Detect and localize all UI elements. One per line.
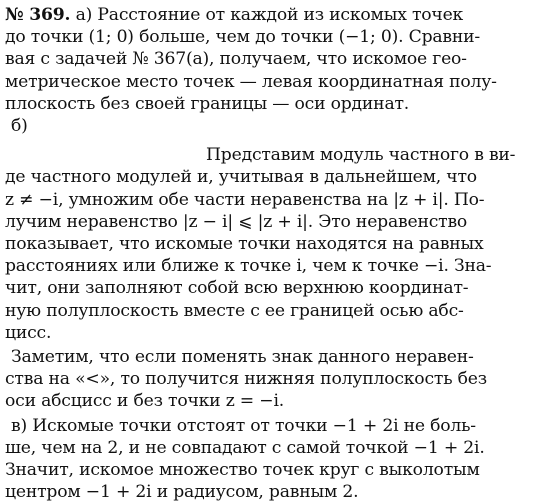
text-line-9: z ≠ −i, умножим обе части неравенства на |z + i|. По-: [5, 189, 485, 210]
text-line-22: центром −1 + 2i и радиусом, равным 2.: [5, 482, 359, 503]
text-line-2: до точки (1; 0) больше, чем до точки (−1; 0). Сравни-: [5, 27, 481, 48]
text-line-13: чит, они заполняют собой всю верхнюю координат-: [5, 278, 469, 299]
text-line-20: ше, чем на 2, и не совпадают с самой точкой −1 + 2i.: [5, 437, 485, 458]
text-line-4: метрическое место точек — левая координатная полу-: [5, 71, 497, 92]
text-line-10: лучим неравенство |z − i| ⩽ |z + i|. Это неравенство: [5, 211, 468, 232]
text-line-18: оси абсцисс и без точки z = −i.: [5, 391, 285, 412]
text-line-16: Заметим, что если поменять знак данного неравен-: [11, 347, 474, 367]
problem-number: № 369.: [5, 5, 71, 25]
text-line-14: ную полуплоскость вместе с ее границей осью абс-: [5, 300, 464, 321]
text-line-3: вая с задачей № 367(а), получаем, что искомое гео-: [5, 49, 467, 70]
text-line-8: де частного модулей и, учитывая в дальнейшем, что: [5, 167, 477, 188]
text-line-21: Значит, искомое множество точек круг с выколотым: [5, 460, 480, 480]
text-line-15: цисс.: [5, 322, 52, 343]
text-line-19: в) Искомые точки отстоят от точки −1 + 2i не боль-: [11, 415, 476, 436]
text-line-12: расстояниях или ближе к точке i, чем к точке −i. Зна-: [5, 256, 492, 277]
text-line-7: Представим модуль частного в ви-: [206, 145, 516, 166]
text-line-6: б): [11, 116, 28, 136]
text-line-11: показывает, что искомые точки находятся на равных: [5, 234, 484, 254]
text-line-5: плоскость без своей границы — оси ординат.: [5, 93, 410, 114]
text-line-1: № 369. а) Расстояние от каждой из искомых точек: [5, 5, 464, 25]
text-line-17: ства на «<», то получится нижняя полуплоскость без: [5, 369, 487, 390]
